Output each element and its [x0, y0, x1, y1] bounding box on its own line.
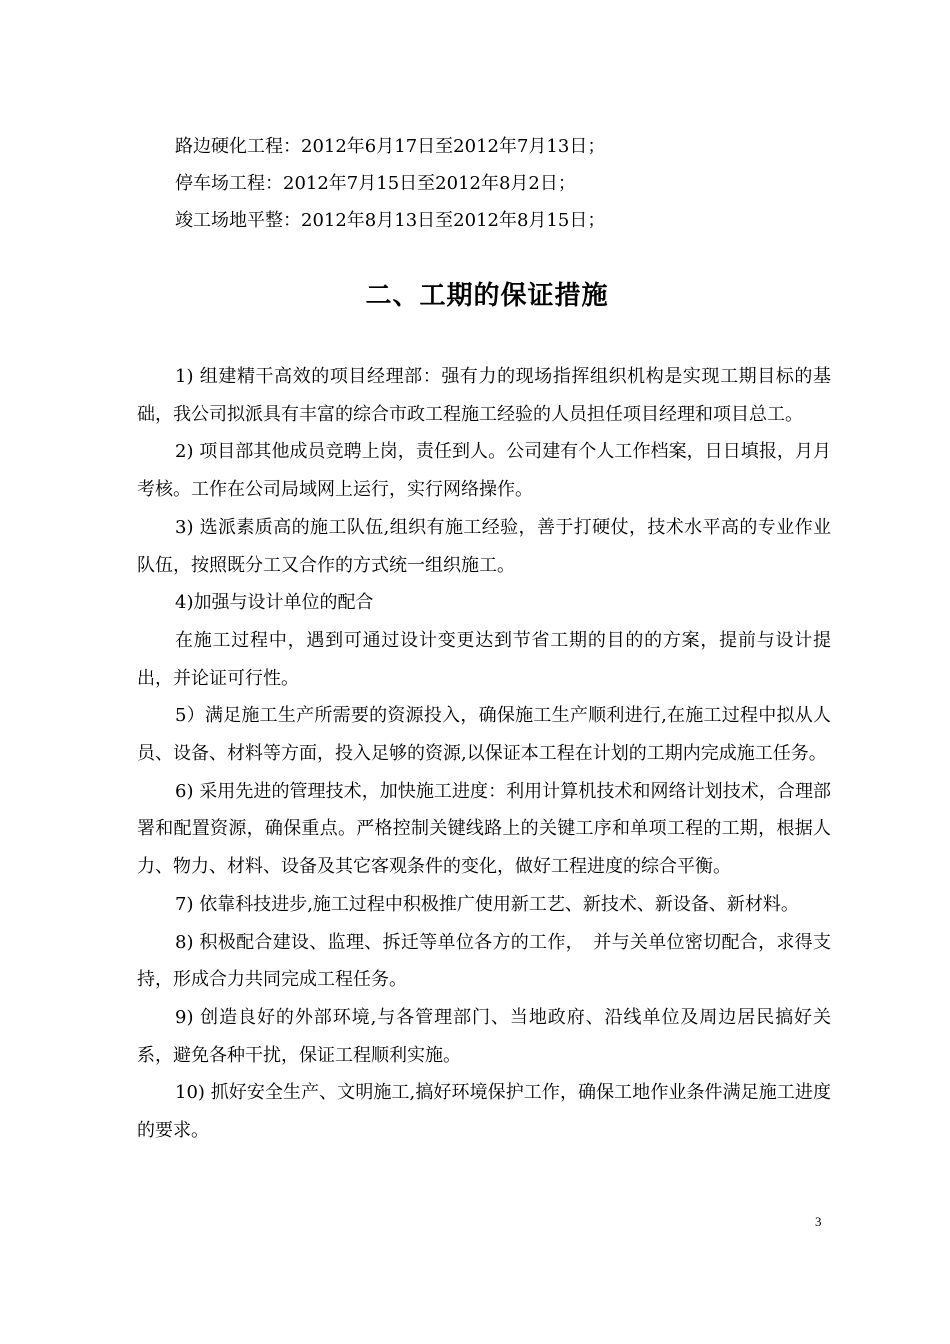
paragraph: 9) 创造良好的外部环境,与各管理部门、当地政府、沿线单位及周边居民搞好关系，避免各种干扰，保证工程顺利实施。 — [137, 1006, 831, 1066]
page-number: 3 — [815, 1214, 822, 1229]
paragraph: 4)加强与设计单位的配合 — [175, 592, 374, 614]
schedule-item: 停车场工程：2012年7月15日至2012年8月2日； — [175, 173, 576, 194]
section-body — [137, 358, 831, 1150]
paragraph: 在施工过程中，遇到可通过设计变更达到节省工期的目的的方案，提前与设计提出，并论证可行性。 — [137, 629, 831, 689]
paragraph: 5）满足施工生产所需要的资源投入，确保施工生产顺利进行,在施工过程中拟从人员、设备、材料等方面，投入足够的资源,以保证本工程在计划的工期内完成施工任务。 — [137, 705, 831, 765]
schedule-list — [137, 128, 837, 239]
paragraph: 1) 组建精干高效的项目经理部：强有力的现场指挥组织机构是实现工期目标的基础，我公司拟派具有丰富的综合市政工程施工经验的人员担任项目经理和项目总工。 — [137, 366, 831, 425]
paragraph: 2) 项目部其他成员竞聘上岗，责任到人。公司建有个人工作档案，日日填报，月月考核。工作在公司局域网上运行，实行网络操作。 — [137, 441, 831, 501]
schedule-item: 路边硬化工程：2012年6月17日至2012年7月13日； — [175, 136, 606, 157]
paragraph: 6) 采用先进的管理技术，加快施工进度：利用计算机技术和网络计划技术，合理部署和配置资源，确保重点。严格控制关键线路上的关键工序和单项工程的工期，根据人力、物力、材料、设备及其它客观条件的变化，做好工程进度的综合平衡。 — [137, 780, 831, 878]
schedule-item: 竣工场地平整：2012年8月13日至2012年8月15日； — [175, 210, 606, 231]
section-title: 二、工期的保证措施 — [365, 281, 609, 311]
paragraph: 10) 抓好安全生产、文明施工,搞好环境保护工作，确保工地作业条件满足施工进度的要求。 — [137, 1082, 831, 1142]
paragraph: 7) 依靠科技进步,施工过程中积极推广使用新工艺、新技术、新设备、新材料。 — [175, 893, 799, 915]
paragraph: 8) 积极配合建设、监理、拆迁等单位各方的工作， 并与关单位密切配合，求得支持，形成合力共同完成工程任务。 — [137, 931, 831, 991]
paragraph: 3) 选派素质高的施工队伍,组织有施工经验，善于打硬仗，技术水平高的专业作业队伍，按照既分工又合作的方式统一组织施工。 — [137, 516, 831, 576]
